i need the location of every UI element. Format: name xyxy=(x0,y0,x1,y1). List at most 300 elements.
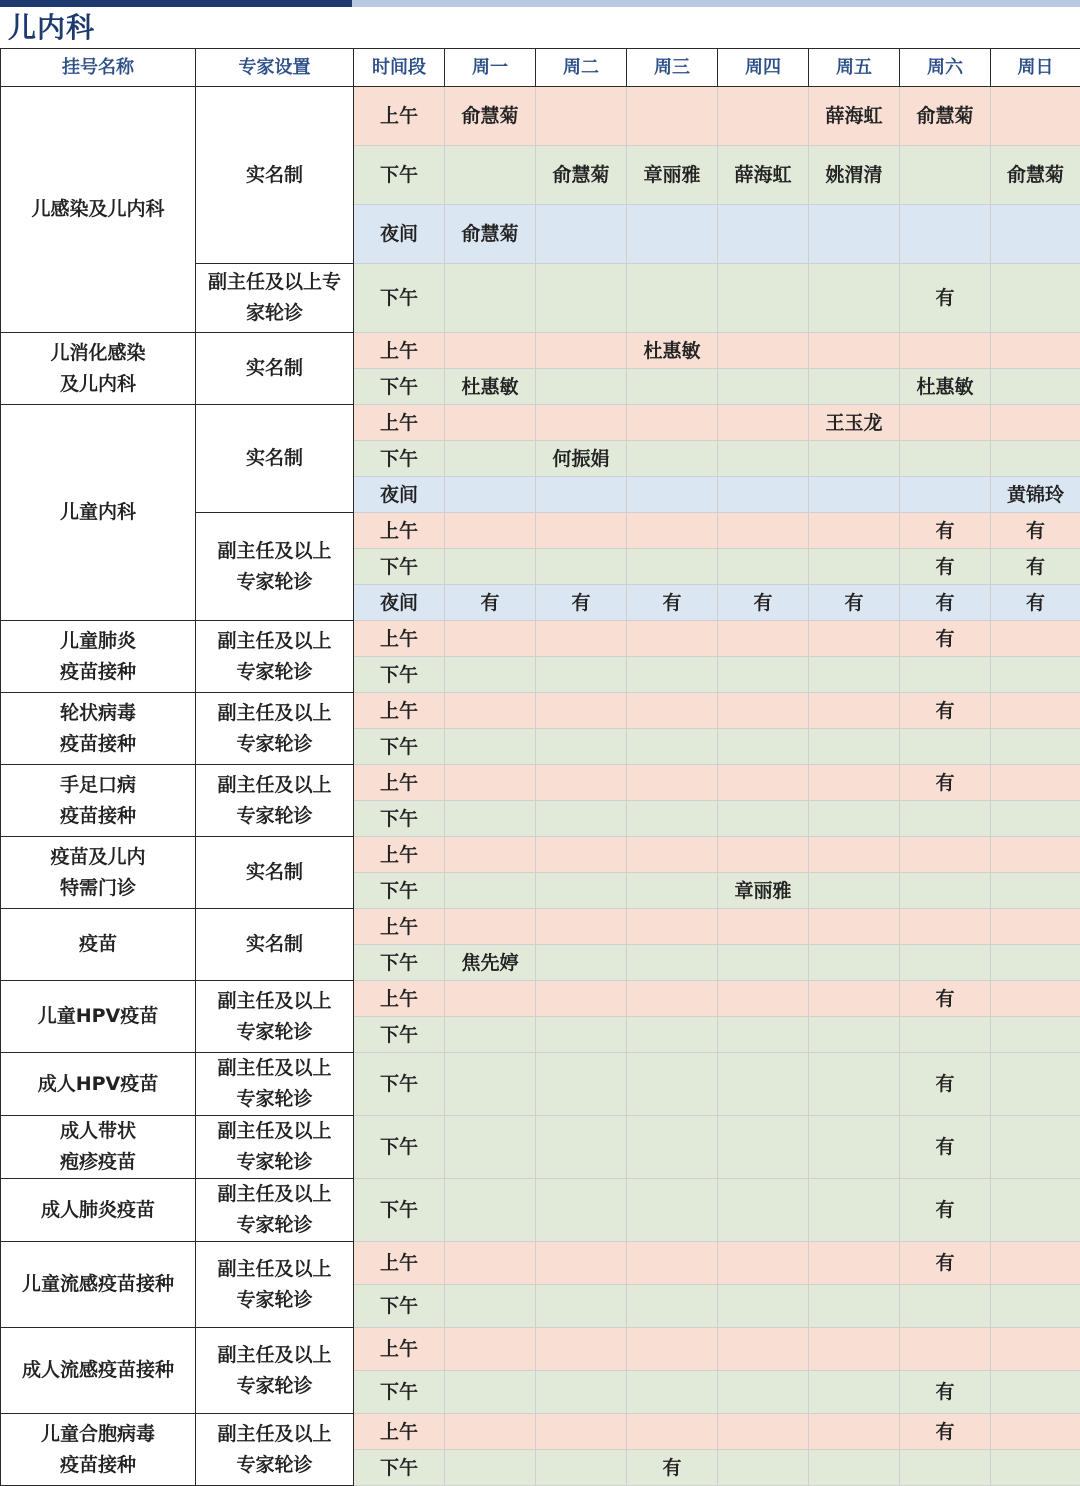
time-slot: 夜间 xyxy=(354,585,445,621)
schedule-cell xyxy=(536,1414,627,1450)
schedule-cell xyxy=(627,264,718,333)
column-header: 周六 xyxy=(900,49,991,87)
table-row xyxy=(1,837,1080,873)
schedule-cell xyxy=(627,369,718,405)
schedule-cell: 王玉龙 xyxy=(809,405,900,441)
expert-setting-line: 实名制 xyxy=(246,353,303,384)
table-row xyxy=(1,1242,1080,1285)
expert-setting-line: 副主任及以上 xyxy=(217,626,331,657)
schedule-cell xyxy=(991,1414,1080,1450)
expert-setting xyxy=(196,693,354,765)
schedule-cell xyxy=(991,621,1080,657)
schedule-cell xyxy=(536,873,627,909)
expert-setting xyxy=(196,87,354,264)
schedule-cell xyxy=(627,729,718,765)
schedule-cell xyxy=(991,801,1080,837)
expert-setting-line: 实名制 xyxy=(246,929,303,960)
expert-setting xyxy=(196,765,354,837)
registration-name-line: 疱疹疫苗 xyxy=(60,1147,136,1178)
schedule-cell xyxy=(991,909,1080,945)
schedule-cell: 有 xyxy=(536,585,627,621)
schedule-cell xyxy=(900,1328,991,1371)
schedule-cell xyxy=(991,837,1080,873)
schedule-cell: 有 xyxy=(718,585,809,621)
schedule-cell xyxy=(536,549,627,585)
schedule-cell xyxy=(627,1179,718,1242)
schedule-cell xyxy=(445,729,536,765)
schedule-cell xyxy=(536,405,627,441)
schedule-cell: 有 xyxy=(900,1371,991,1414)
schedule-cell: 有 xyxy=(627,585,718,621)
schedule-cell xyxy=(445,146,536,205)
time-slot: 下午 xyxy=(354,1371,445,1414)
schedule-cell xyxy=(536,205,627,264)
schedule-cell xyxy=(991,1450,1080,1486)
expert-setting-line: 专家轮诊 xyxy=(236,567,312,598)
schedule-cell: 俞慧菊 xyxy=(991,146,1080,205)
registration-name xyxy=(1,87,196,333)
expert-setting xyxy=(196,1179,354,1242)
schedule-cell xyxy=(718,1053,809,1116)
column-header: 周一 xyxy=(445,49,536,87)
schedule-cell xyxy=(991,1116,1080,1179)
schedule-cell xyxy=(445,513,536,549)
schedule-cell xyxy=(536,1179,627,1242)
schedule-cell xyxy=(809,837,900,873)
schedule-cell: 有 xyxy=(900,693,991,729)
table-row xyxy=(1,87,1080,146)
time-slot: 上午 xyxy=(354,981,445,1017)
schedule-cell xyxy=(718,1242,809,1285)
schedule-cell xyxy=(536,621,627,657)
schedule-cell: 有 xyxy=(900,1414,991,1450)
expert-setting-line: 实名制 xyxy=(246,443,303,474)
registration-name-line: 儿感染及儿内科 xyxy=(31,194,164,225)
registration-name xyxy=(1,621,196,693)
schedule-cell xyxy=(809,729,900,765)
expert-setting-line: 副主任及以上 xyxy=(217,698,331,729)
schedule-cell: 章丽雅 xyxy=(627,146,718,205)
schedule-cell xyxy=(627,549,718,585)
schedule-cell xyxy=(991,693,1080,729)
time-slot: 上午 xyxy=(354,621,445,657)
schedule-cell xyxy=(809,1328,900,1371)
schedule-cell xyxy=(536,837,627,873)
schedule-cell xyxy=(445,333,536,369)
schedule-cell xyxy=(627,1328,718,1371)
schedule-cell xyxy=(809,264,900,333)
schedule-cell: 有 xyxy=(900,1242,991,1285)
schedule-cell xyxy=(809,1414,900,1450)
schedule-cell xyxy=(718,837,809,873)
time-slot: 下午 xyxy=(354,873,445,909)
registration-name-line: 疫苗 xyxy=(79,929,117,960)
schedule-cell xyxy=(809,513,900,549)
time-slot: 上午 xyxy=(354,1242,445,1285)
schedule-cell xyxy=(809,477,900,513)
expert-setting-line: 副主任及以上 xyxy=(217,1179,331,1210)
schedule-cell xyxy=(627,1414,718,1450)
column-header: 挂号名称 xyxy=(1,49,196,87)
time-slot: 下午 xyxy=(354,801,445,837)
expert-setting xyxy=(196,405,354,513)
registration-name-line: 轮状病毒 xyxy=(60,698,136,729)
registration-name-line: 疫苗接种 xyxy=(60,657,136,688)
schedule-cell xyxy=(536,264,627,333)
registration-name xyxy=(1,405,196,621)
schedule-cell xyxy=(718,1371,809,1414)
schedule-cell xyxy=(718,1285,809,1328)
schedule-cell: 俞慧菊 xyxy=(900,87,991,146)
schedule-cell xyxy=(536,513,627,549)
schedule-cell xyxy=(627,657,718,693)
expert-setting xyxy=(196,621,354,693)
expert-setting-line: 副主任及以上 xyxy=(217,1419,331,1450)
schedule-cell xyxy=(991,873,1080,909)
schedule-cell xyxy=(718,909,809,945)
header-row xyxy=(1,49,1080,87)
schedule-cell xyxy=(627,765,718,801)
schedule-cell xyxy=(445,1053,536,1116)
schedule-cell xyxy=(627,1242,718,1285)
schedule-cell xyxy=(718,945,809,981)
schedule-cell xyxy=(900,945,991,981)
schedule-cell: 有 xyxy=(900,1116,991,1179)
schedule-cell xyxy=(627,981,718,1017)
expert-setting xyxy=(196,837,354,909)
table-row xyxy=(1,333,1080,369)
schedule-cell xyxy=(900,1450,991,1486)
schedule-cell xyxy=(718,801,809,837)
registration-name xyxy=(1,981,196,1053)
schedule-cell xyxy=(718,477,809,513)
column-header: 周二 xyxy=(536,49,627,87)
schedule-cell xyxy=(900,1017,991,1053)
schedule-cell xyxy=(900,909,991,945)
registration-name xyxy=(1,1328,196,1414)
schedule-cell xyxy=(445,801,536,837)
schedule-cell xyxy=(718,621,809,657)
table-row xyxy=(1,1053,1080,1116)
schedule-cell: 有 xyxy=(991,513,1080,549)
schedule-cell xyxy=(536,1053,627,1116)
schedule-cell xyxy=(536,477,627,513)
registration-name-line: 特需门诊 xyxy=(60,873,136,904)
registration-name xyxy=(1,1116,196,1179)
schedule-cell: 俞慧菊 xyxy=(536,146,627,205)
schedule-cell xyxy=(536,1450,627,1486)
schedule-cell xyxy=(718,729,809,765)
registration-name xyxy=(1,1053,196,1116)
schedule-cell xyxy=(900,441,991,477)
schedule-cell: 杜惠敏 xyxy=(627,333,718,369)
expert-setting-line: 专家轮诊 xyxy=(236,1084,312,1115)
expert-setting-line: 专家轮诊 xyxy=(236,1210,312,1241)
registration-name-line: 疫苗接种 xyxy=(60,1450,136,1481)
schedule-cell xyxy=(718,205,809,264)
schedule-cell xyxy=(900,205,991,264)
schedule-cell xyxy=(445,909,536,945)
schedule-cell: 有 xyxy=(445,585,536,621)
expert-setting xyxy=(196,513,354,621)
schedule-cell: 有 xyxy=(991,585,1080,621)
table-row xyxy=(1,621,1080,657)
schedule-cell xyxy=(809,621,900,657)
time-slot: 下午 xyxy=(354,1179,445,1242)
schedule-cell xyxy=(536,657,627,693)
table-row xyxy=(1,981,1080,1017)
schedule-cell: 杜惠敏 xyxy=(900,369,991,405)
schedule-cell xyxy=(627,621,718,657)
schedule-cell xyxy=(809,549,900,585)
expert-setting-line: 专家轮诊 xyxy=(236,1285,312,1316)
schedule-cell: 有 xyxy=(900,981,991,1017)
schedule-cell xyxy=(991,657,1080,693)
table-row xyxy=(1,765,1080,801)
schedule-cell: 有 xyxy=(900,765,991,801)
schedule-cell: 有 xyxy=(809,585,900,621)
schedule-cell: 有 xyxy=(900,585,991,621)
schedule-cell xyxy=(445,1371,536,1414)
schedule-cell xyxy=(445,1414,536,1450)
schedule-cell xyxy=(900,333,991,369)
time-slot: 上午 xyxy=(354,1414,445,1450)
schedule-cell xyxy=(809,981,900,1017)
time-slot: 下午 xyxy=(354,549,445,585)
schedule-cell: 姚渭清 xyxy=(809,146,900,205)
expert-setting-line: 实名制 xyxy=(246,857,303,888)
schedule-cell xyxy=(991,1371,1080,1414)
schedule-cell xyxy=(991,981,1080,1017)
schedule-cell: 何振娟 xyxy=(536,441,627,477)
schedule-cell: 杜惠敏 xyxy=(445,369,536,405)
schedule-cell: 俞慧菊 xyxy=(445,87,536,146)
schedule-cell xyxy=(627,909,718,945)
time-slot: 上午 xyxy=(354,405,445,441)
schedule-cell xyxy=(718,1450,809,1486)
schedule-cell xyxy=(627,477,718,513)
schedule-cell xyxy=(718,264,809,333)
schedule-cell xyxy=(991,729,1080,765)
expert-setting-line: 副主任及以上 xyxy=(217,1053,331,1084)
schedule-cell xyxy=(991,1179,1080,1242)
schedule-cell xyxy=(809,1285,900,1328)
schedule-cell xyxy=(991,945,1080,981)
time-slot: 上午 xyxy=(354,1328,445,1371)
table-row xyxy=(1,693,1080,729)
time-slot: 下午 xyxy=(354,1450,445,1486)
time-slot: 上午 xyxy=(354,837,445,873)
registration-name xyxy=(1,765,196,837)
schedule-cell xyxy=(627,1053,718,1116)
schedule-cell xyxy=(718,369,809,405)
schedule-cell xyxy=(809,801,900,837)
schedule-cell xyxy=(445,441,536,477)
schedule-cell xyxy=(900,1285,991,1328)
schedule-cell xyxy=(809,1242,900,1285)
expert-setting xyxy=(196,909,354,981)
schedule-cell xyxy=(627,1116,718,1179)
registration-name-line: 成人肺炎疫苗 xyxy=(41,1195,155,1226)
schedule-cell xyxy=(627,405,718,441)
column-header: 周日 xyxy=(991,49,1080,87)
time-slot: 上午 xyxy=(354,333,445,369)
schedule-cell xyxy=(536,1242,627,1285)
expert-setting-line: 家轮诊 xyxy=(246,298,303,329)
schedule-cell xyxy=(536,693,627,729)
time-slot: 下午 xyxy=(354,369,445,405)
registration-name-line: 儿童流感疫苗接种 xyxy=(22,1269,174,1300)
schedule-cell xyxy=(900,405,991,441)
time-slot: 上午 xyxy=(354,693,445,729)
schedule-cell xyxy=(445,1285,536,1328)
expert-setting-line: 副主任及以上专 xyxy=(208,267,341,298)
schedule-cell xyxy=(445,1328,536,1371)
time-slot: 下午 xyxy=(354,1116,445,1179)
registration-name xyxy=(1,1414,196,1486)
schedule-cell xyxy=(900,657,991,693)
schedule-cell: 有 xyxy=(627,1450,718,1486)
column-header: 周五 xyxy=(809,49,900,87)
time-slot: 上午 xyxy=(354,909,445,945)
schedule-cell xyxy=(536,909,627,945)
expert-setting-line: 专家轮诊 xyxy=(236,1450,312,1481)
schedule-cell xyxy=(718,1017,809,1053)
schedule-cell xyxy=(536,1017,627,1053)
schedule-cell xyxy=(627,873,718,909)
schedule-cell xyxy=(718,981,809,1017)
registration-name-line: 成人流感疫苗接种 xyxy=(22,1355,174,1386)
schedule-cell xyxy=(991,369,1080,405)
time-slot: 下午 xyxy=(354,945,445,981)
schedule-cell xyxy=(809,765,900,801)
time-slot: 下午 xyxy=(354,1053,445,1116)
time-slot: 下午 xyxy=(354,729,445,765)
schedule-cell xyxy=(991,87,1080,146)
schedule-cell: 有 xyxy=(900,621,991,657)
expert-setting-line: 副主任及以上 xyxy=(217,1254,331,1285)
schedule-cell xyxy=(991,264,1080,333)
schedule-cell xyxy=(991,1017,1080,1053)
registration-name xyxy=(1,837,196,909)
registration-name-line: 儿童肺炎 xyxy=(60,626,136,657)
schedule-cell xyxy=(991,1053,1080,1116)
column-header: 时间段 xyxy=(354,49,445,87)
registration-name xyxy=(1,1179,196,1242)
schedule-cell: 有 xyxy=(900,1179,991,1242)
schedule-cell xyxy=(627,801,718,837)
expert-setting-line: 专家轮诊 xyxy=(236,1017,312,1048)
schedule-cell xyxy=(991,1285,1080,1328)
schedule-cell: 薛海虹 xyxy=(718,146,809,205)
schedule-cell xyxy=(809,657,900,693)
schedule-cell xyxy=(900,146,991,205)
registration-name-line: 成人带状 xyxy=(60,1116,136,1147)
time-slot: 上午 xyxy=(354,513,445,549)
schedule-cell: 俞慧菊 xyxy=(445,205,536,264)
registration-name-line: 儿童HPV疫苗 xyxy=(38,1001,159,1032)
registration-name-line: 儿消化感染 xyxy=(50,338,145,369)
table-row xyxy=(1,1116,1080,1179)
column-header: 周四 xyxy=(718,49,809,87)
time-slot: 下午 xyxy=(354,441,445,477)
schedule-cell xyxy=(536,333,627,369)
registration-name-line: 成人HPV疫苗 xyxy=(38,1069,159,1100)
schedule-cell xyxy=(536,1371,627,1414)
schedule-cell xyxy=(991,1242,1080,1285)
schedule-cell: 有 xyxy=(900,513,991,549)
schedule-cell xyxy=(445,1179,536,1242)
schedule-cell xyxy=(445,693,536,729)
schedule-cell xyxy=(536,1328,627,1371)
schedule-cell xyxy=(809,333,900,369)
expert-setting-line: 专家轮诊 xyxy=(236,729,312,760)
table-row xyxy=(1,909,1080,945)
registration-name xyxy=(1,693,196,765)
schedule-cell xyxy=(627,513,718,549)
page-title: 儿内科 xyxy=(8,10,95,46)
registration-name-line: 儿童内科 xyxy=(60,497,136,528)
registration-name-line: 儿童合胞病毒 xyxy=(41,1419,155,1450)
schedule-cell xyxy=(445,477,536,513)
schedule-cell xyxy=(445,549,536,585)
schedule-cell xyxy=(536,1285,627,1328)
schedule-cell xyxy=(718,87,809,146)
schedule-cell xyxy=(809,1116,900,1179)
column-header: 周三 xyxy=(627,49,718,87)
expert-setting-line: 专家轮诊 xyxy=(236,1371,312,1402)
schedule-cell xyxy=(718,765,809,801)
schedule-cell xyxy=(536,729,627,765)
schedule-cell xyxy=(809,873,900,909)
table-row xyxy=(1,405,1080,441)
schedule-cell xyxy=(718,1179,809,1242)
expert-setting-line: 副主任及以上 xyxy=(217,1116,331,1147)
schedule-cell xyxy=(809,945,900,981)
schedule-cell: 章丽雅 xyxy=(718,873,809,909)
schedule-cell xyxy=(809,369,900,405)
schedule-cell xyxy=(627,1371,718,1414)
expert-setting-line: 专家轮诊 xyxy=(236,657,312,688)
schedule-cell xyxy=(991,405,1080,441)
schedule-cell xyxy=(809,909,900,945)
top-accent-bar-light xyxy=(352,0,1080,7)
schedule-cell xyxy=(536,765,627,801)
schedule-cell xyxy=(809,205,900,264)
schedule-cell xyxy=(627,87,718,146)
table-row xyxy=(1,1179,1080,1242)
schedule-cell xyxy=(900,477,991,513)
registration-name xyxy=(1,909,196,981)
schedule-cell: 有 xyxy=(900,264,991,333)
schedule-table xyxy=(0,48,1080,1486)
registration-name-line: 疫苗接种 xyxy=(60,729,136,760)
schedule-cell xyxy=(536,801,627,837)
schedule-cell xyxy=(718,1328,809,1371)
expert-setting xyxy=(196,1116,354,1179)
schedule-cell xyxy=(718,405,809,441)
schedule-cell xyxy=(991,205,1080,264)
schedule-cell xyxy=(536,87,627,146)
schedule-cell xyxy=(900,873,991,909)
expert-setting xyxy=(196,333,354,405)
expert-setting-line: 专家轮诊 xyxy=(236,1147,312,1178)
time-slot: 夜间 xyxy=(354,477,445,513)
time-slot: 下午 xyxy=(354,657,445,693)
schedule-cell xyxy=(445,765,536,801)
expert-setting-line: 实名制 xyxy=(246,160,303,191)
time-slot: 上午 xyxy=(354,765,445,801)
